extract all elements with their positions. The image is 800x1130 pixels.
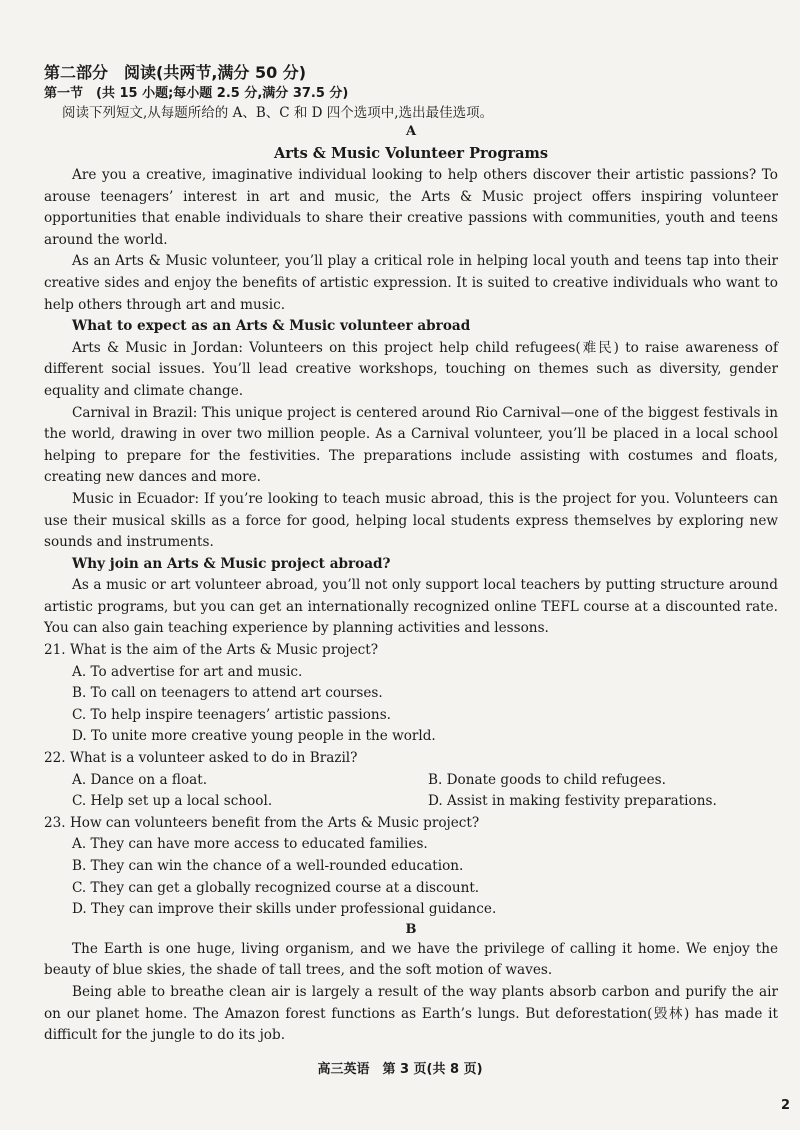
instruction: 阅读下列短文,从每题所给的 A、B、C 和 D 四个选项中,选出最佳选项。 bbox=[62, 105, 494, 121]
answer-option: B. To call on teenagers to attend art courses. bbox=[72, 685, 383, 702]
option-row bbox=[44, 791, 778, 813]
answer-option: C. They can get a globally recognized course at a discount. bbox=[72, 879, 480, 896]
passage-a-letter: A bbox=[405, 124, 417, 139]
answer-option: A. They can have more access to educated families. bbox=[72, 836, 428, 853]
passage-b-paragraph: Being able to breathe clean air is largely a result of the way plants absorb carbon and purify the air on our planet home. The Amazon forest functions as Earth’s lungs. But deforestation(毁林) has made it difficult for the jungle to do its job. bbox=[44, 983, 778, 1044]
corner-page-number: 2 bbox=[780, 1098, 790, 1113]
passage-b-paragraph: The Earth is one huge, living organism, and we have the privilege of calling it home. We enjoy the beauty of blue skies, the shade of tall trees, and the soft motion of waves. bbox=[44, 940, 778, 979]
passage-a-paragraph: As a music or art volunteer abroad, you’ll not only support local teachers by putting structure around artistic programs, but you can get an internationally recognized online TEFL course at a discounted rate. You can also gain teaching experience by planning activities and lessons. bbox=[44, 577, 778, 637]
passage-a-title: Arts & Music Volunteer Programs bbox=[274, 145, 548, 162]
passage-a-paragraph: Carnival in Brazil: This unique project is centered around Rio Carnival—one of the biggest festivals in the world, drawing in over two million people. As a Carnival volunteer, you’ll be placed in a local school helping to prepare for the festivities. The preparations include assisting with costumes and floats, creating new dances and more. bbox=[44, 404, 778, 486]
answer-option: D. To unite more creative young people in the world. bbox=[72, 728, 436, 745]
passage-a-subheading: What to expect as an Arts & Music volunteer abroad bbox=[72, 318, 471, 335]
question-stem: 21. What is the aim of the Arts & Music project? bbox=[44, 642, 379, 659]
question-stem: 22. What is a volunteer asked to do in Brazil? bbox=[44, 750, 358, 767]
page-footer: 高三英语 第 3 页(共 8 页) bbox=[317, 1062, 483, 1077]
passage-a-paragraph: Arts & Music in Jordan: Volunteers on this project help child refugees(难民) to raise awareness of different social issues. You’ll lead creative workshops, touching on themes such as diversity, gender equality and climate change. bbox=[44, 339, 778, 399]
question-stem: 23. How can volunteers benefit from the Arts & Music project? bbox=[44, 814, 480, 831]
answer-option: A. Dance on a float. bbox=[72, 771, 208, 788]
answer-option: A. To advertise for art and music. bbox=[72, 663, 303, 680]
passage-a-paragraph: Are you a creative, imaginative individual looking to help others discover their artistic passions? To arouse teenagers’ interest in art and music, the Arts & Music project offers inspiring volunteer opportunities that enable individuals to share their creative passions with communities, youth and teens around the world. bbox=[44, 167, 778, 248]
part-title: 第二部分 阅读(共两节,满分 50 分) bbox=[44, 63, 307, 82]
answer-option: C. To help inspire teenagers’ artistic passions. bbox=[72, 706, 391, 723]
answer-option: D. They can improve their skills under professional guidance. bbox=[72, 901, 497, 918]
passage-a-paragraph: Music in Ecuador: If you’re looking to teach music abroad, this is the project for you. Volunteers can use their musical skills as a force for good, helping local students express themselves by exploring new sounds and instruments. bbox=[44, 490, 778, 551]
option-row bbox=[44, 770, 778, 792]
section-title: 第一节 (共 15 小题;每小题 2.5 分,满分 37.5 分) bbox=[44, 86, 349, 101]
answer-option: C. Help set up a local school. bbox=[72, 793, 273, 810]
passage-a-subheading: Why join an Arts & Music project abroad? bbox=[72, 555, 391, 572]
passage-a-paragraph: As an Arts & Music volunteer, you’ll play a critical role in helping local youth and teens tap into their creative sides and enjoy the benefits of artistic expression. It is suited to creative individuals who want to help others through art and music. bbox=[44, 253, 778, 313]
answer-option: B. Donate goods to child refugees. bbox=[428, 771, 666, 788]
passage-b-letter: B bbox=[405, 921, 417, 937]
answer-option: D. Assist in making festivity preparations. bbox=[428, 793, 717, 810]
answer-option: B. They can win the chance of a well-rounded education. bbox=[72, 858, 464, 874]
